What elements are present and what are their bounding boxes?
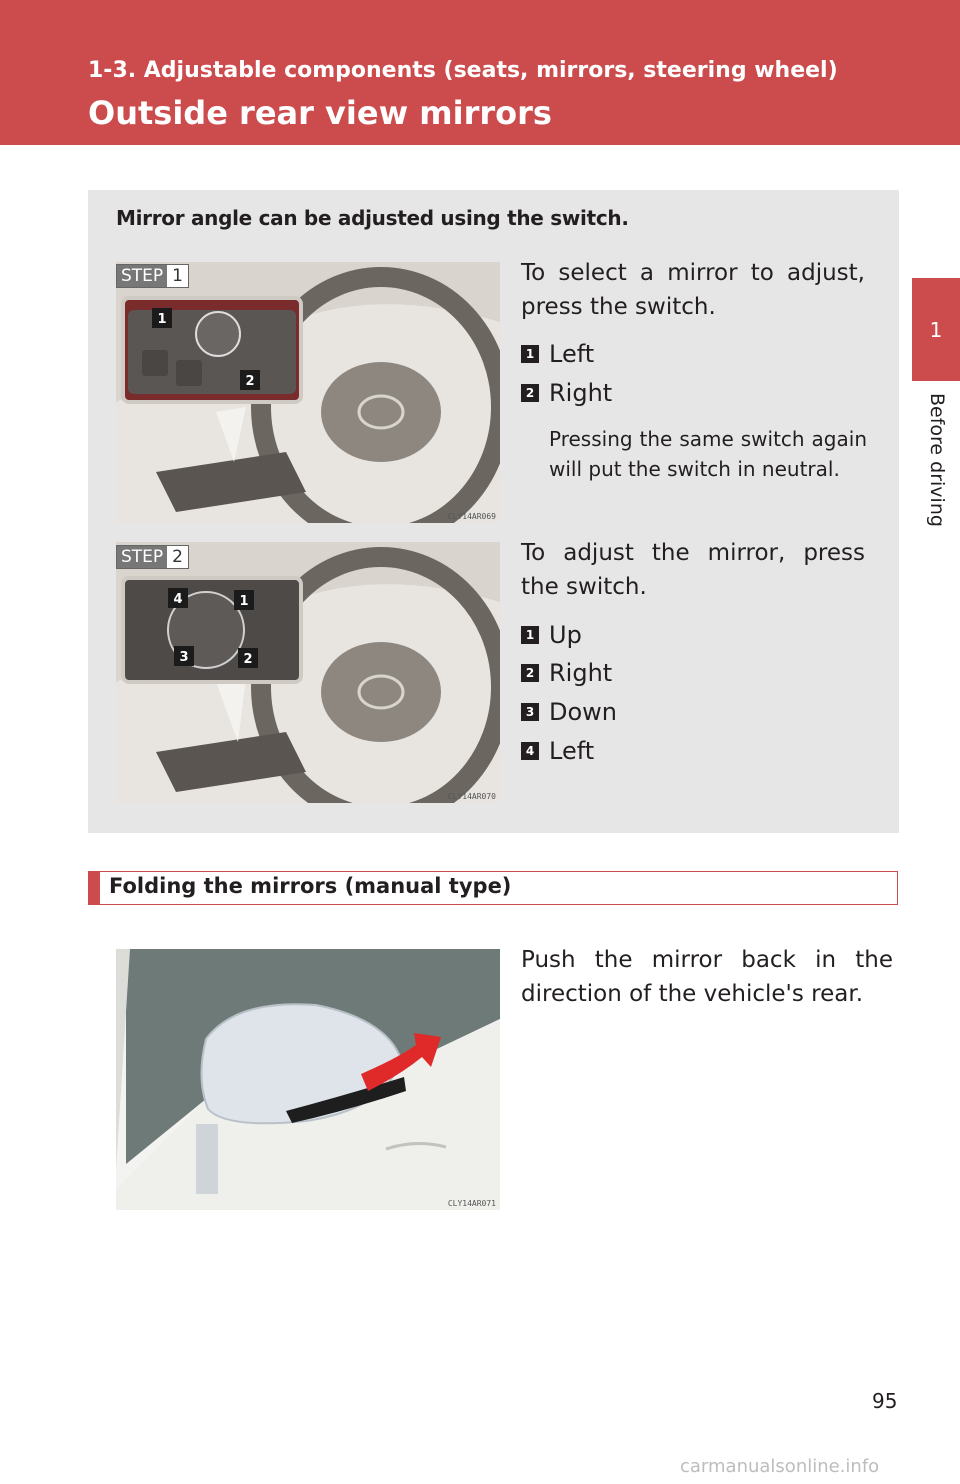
step2-tag	[116, 545, 189, 569]
image-code: CLY14AR071	[447, 1199, 496, 1208]
step-number: 2	[172, 547, 183, 567]
item-label: Right	[549, 379, 613, 407]
svg-text:1: 1	[239, 594, 249, 609]
step-number: 1	[172, 266, 183, 286]
chapter-label: Before driving	[926, 393, 948, 527]
number-badge: 4	[521, 742, 539, 760]
item-label: Down	[549, 698, 618, 726]
item-label: Right	[549, 659, 613, 687]
folding-text: Push the mirror back in the direction of the vehicle's rear.	[521, 947, 893, 1007]
panel-intro: Mirror angle can be adjusted using the switch.	[116, 206, 629, 230]
svg-text:4: 4	[173, 592, 183, 607]
page-header	[0, 0, 960, 145]
item-label: Left	[549, 737, 595, 765]
number-badge: 3	[521, 703, 539, 721]
step1-tag	[116, 264, 189, 288]
svg-text:2: 2	[243, 652, 253, 667]
chapter-number: 1	[929, 317, 943, 342]
page-number: 95	[872, 1389, 898, 1413]
step-word: STEP	[117, 546, 167, 568]
number-badge: 2	[521, 664, 539, 682]
step-word: STEP	[117, 265, 167, 287]
footer-watermark[interactable]: carmanualsonline.info	[680, 1456, 880, 1477]
step2-item-right	[521, 659, 612, 687]
step2-item-left	[521, 737, 594, 765]
chapter-tab[interactable]	[912, 278, 960, 381]
number-badge: 1	[521, 345, 539, 363]
mirror-switch-image	[116, 262, 500, 523]
page-title: Outside rear view mirrors	[88, 94, 552, 132]
item-label: Up	[549, 621, 582, 649]
image-code: CLY14AR069	[447, 512, 496, 521]
step2-text: To adjust the mirror, press the switch.	[521, 540, 865, 600]
step1-item-left	[521, 340, 594, 368]
image-code: CLY14AR070	[447, 792, 496, 801]
step2-item-down	[521, 698, 617, 726]
section-title: 1-3. Adjustable components (seats, mirrors, steering wheel)	[88, 58, 838, 83]
step2-illustration	[116, 542, 500, 803]
step1-text: To select a mirror to adjust, press the switch.	[521, 260, 865, 320]
svg-text:2: 2	[245, 374, 255, 389]
step1-note: Pressing the same switch again will put the switch in neutral.	[549, 427, 867, 481]
step1-item-right	[521, 379, 612, 407]
mirror-adjust-image	[116, 542, 500, 803]
mirror-fold-image	[116, 949, 500, 1210]
step2-item-up	[521, 621, 582, 649]
item-label: Left	[549, 340, 595, 368]
folding-illustration	[116, 949, 500, 1210]
step1-illustration	[116, 262, 500, 523]
folding-heading-text: Folding the mirrors (manual type)	[109, 874, 512, 898]
folding-heading	[88, 871, 898, 905]
svg-text:3: 3	[179, 650, 189, 665]
number-badge: 2	[521, 384, 539, 402]
number-badge: 1	[521, 626, 539, 644]
svg-text:1: 1	[157, 312, 167, 327]
